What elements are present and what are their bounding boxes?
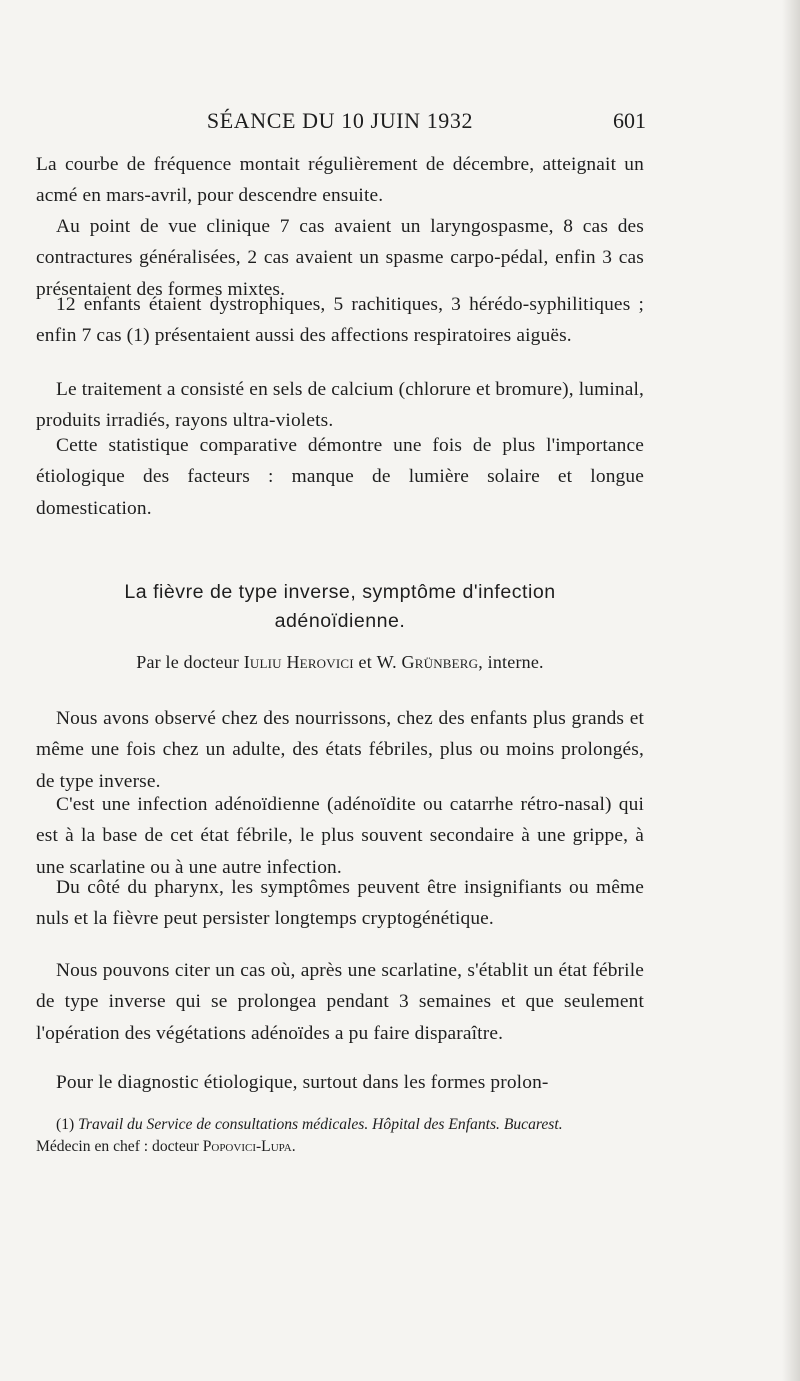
running-header — [36, 108, 644, 140]
footnote-line-1 — [36, 1114, 644, 1136]
footnote-text: Travail du Service de consultations médicales. Hôpital des Enfants. Bucarest. — [78, 1116, 563, 1133]
page-number: 601 — [613, 108, 646, 133]
footnote-number: (1) — [56, 1116, 75, 1133]
footnote — [36, 1114, 644, 1158]
paragraph-treatment: Le traitement a consisté en sels de calcium (chlorure et bromure), luminal, produits irradiés, rayons ultra-violets. — [36, 379, 644, 432]
footnote-line-2 — [36, 1136, 644, 1158]
author-2: W. Grünberg — [376, 652, 479, 672]
paragraph-case: Nous pouvons citer un cas où, après une scarlatine, s'établit un état fébrile de type inverse qui se prolongea pendant 3 semaines et que seulement l'opération des végétations adénoïdes a pu faire disparaître. — [36, 960, 644, 1044]
byline-and: et — [358, 652, 372, 672]
paragraph-statistics: Cette statistique comparative démontre une fois de plus l'importance étiologique des facteurs : manque de lumière solaire et longue domestication. — [36, 435, 644, 519]
page-edge-shadow — [782, 0, 800, 1381]
paragraph-frequency-curve: La courbe de fréquence montait régulièrement de décembre, atteignait un acmé en mars-avril, pour descendre ensuite. — [36, 154, 644, 207]
article-title-line-2: adénoïdienne. — [274, 610, 406, 632]
paragraph-clinical-view: Au point de vue clinique 7 cas avaient un laryngospasme, 8 cas des contractures généralisées, 2 cas avaient un spasme carpo-pédal, enfin 3 cas présentaient des formes mixtes. — [36, 216, 644, 300]
footnote-chief-label: Médecin en chef : docteur — [36, 1138, 199, 1155]
byline-prefix: Par le docteur — [136, 652, 240, 672]
author-1: Iuliu Herovici — [243, 652, 354, 672]
paragraph-dystrophic-children: 12 enfants étaient dystrophiques, 5 rachitiques, 3 hérédo-syphilitiques ; enfin 7 cas (1) présentaient aussi des affections respiratoires aiguës. — [36, 294, 644, 347]
paragraph-pharynx: Du côté du pharynx, les symptômes peuvent être insignifiants ou même nuls et la fièvre peut persister longtemps cryptogénétique. — [36, 877, 644, 930]
paragraph-observation: Nous avons observé chez des nourrissons, chez des enfants plus grands et même une fois chez un adulte, des états fébriles, plus ou moins prolongés, de type inverse. — [36, 708, 644, 792]
article-byline — [36, 649, 644, 675]
footnote-chief-name: Popovici-Lupa. — [202, 1138, 296, 1155]
running-title: SÉANCE DU 10 JUIN 1932 — [206, 108, 474, 133]
article-title-line-1: La fièvre de type inverse, symptôme d'infection — [124, 581, 556, 603]
paragraph-diagnosis: Pour le diagnostic étiologique, surtout dans les formes prolon- — [56, 1072, 549, 1093]
byline-suffix: , interne. — [478, 652, 544, 672]
paragraph-adenoid-infection: C'est une infection adénoïdienne (adénoïdite ou catarrhe rétro-nasal) qui est à la base de cet état fébrile, le plus souvent secondaire à une grippe, à une scarlatine ou à une autre infection. — [36, 794, 644, 878]
article-title — [36, 578, 644, 636]
